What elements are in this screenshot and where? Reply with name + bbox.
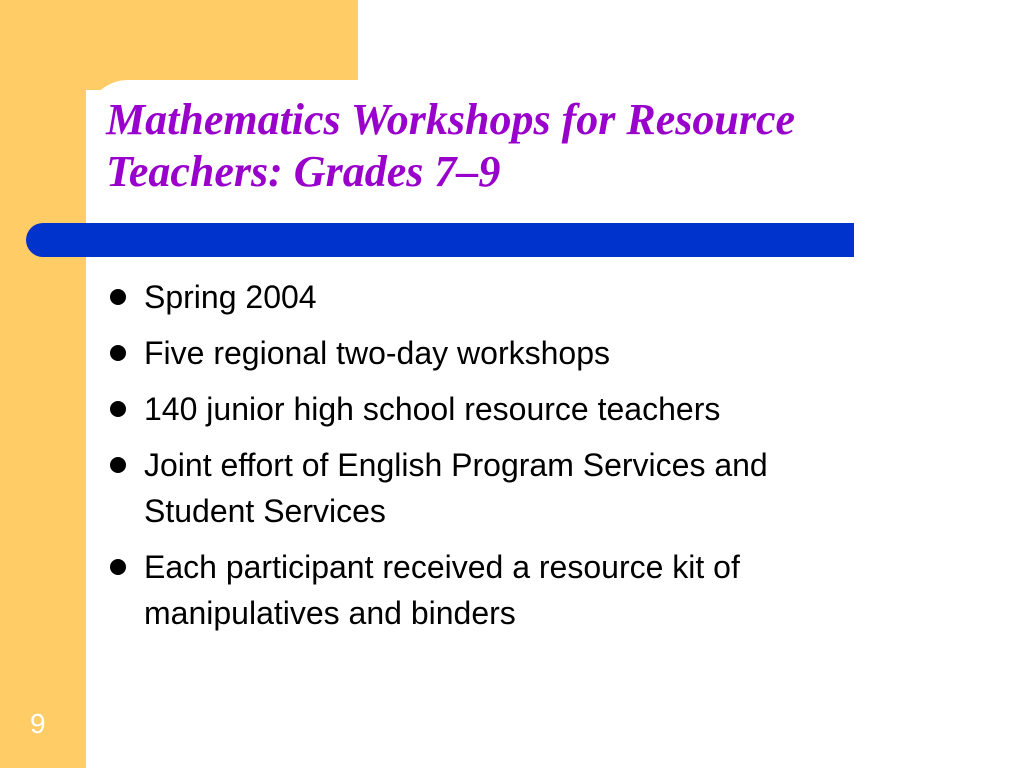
bullet-item	[106, 442, 996, 534]
bullet-dot-icon	[110, 457, 126, 473]
bullet-text-continuation: manipulatives and binders	[144, 595, 516, 631]
title-underline-bar	[26, 223, 854, 257]
bullet-text-continuation: Student Services	[144, 493, 386, 529]
top-accent-panel	[0, 0, 358, 90]
bullet-dot-icon	[110, 401, 126, 417]
bullet-text: Five regional two-day workshops	[144, 335, 610, 371]
slide-title-line: Teachers: Grades 7–9	[106, 147, 501, 196]
bullet-dot-icon	[110, 289, 126, 305]
bullet-item	[106, 274, 996, 320]
bullet-item	[106, 386, 996, 432]
bullet-text: Each participant received a resource kit of	[144, 549, 740, 585]
slide-title	[106, 94, 986, 198]
slide-number: 9	[30, 708, 46, 739]
bullet-text: Joint effort of English Program Services and	[144, 447, 768, 483]
bullet-dot-icon	[110, 345, 126, 361]
slide-title-line: Mathematics Workshops for Resource	[106, 95, 796, 144]
bullet-text: 140 junior high school resource teachers	[144, 391, 721, 427]
bullet-item	[106, 544, 996, 636]
left-accent-panel	[0, 0, 86, 768]
bullet-list	[106, 274, 996, 646]
bullet-item	[106, 330, 996, 376]
bullet-dot-icon	[110, 559, 126, 575]
bullet-text: Spring 2004	[144, 279, 317, 315]
